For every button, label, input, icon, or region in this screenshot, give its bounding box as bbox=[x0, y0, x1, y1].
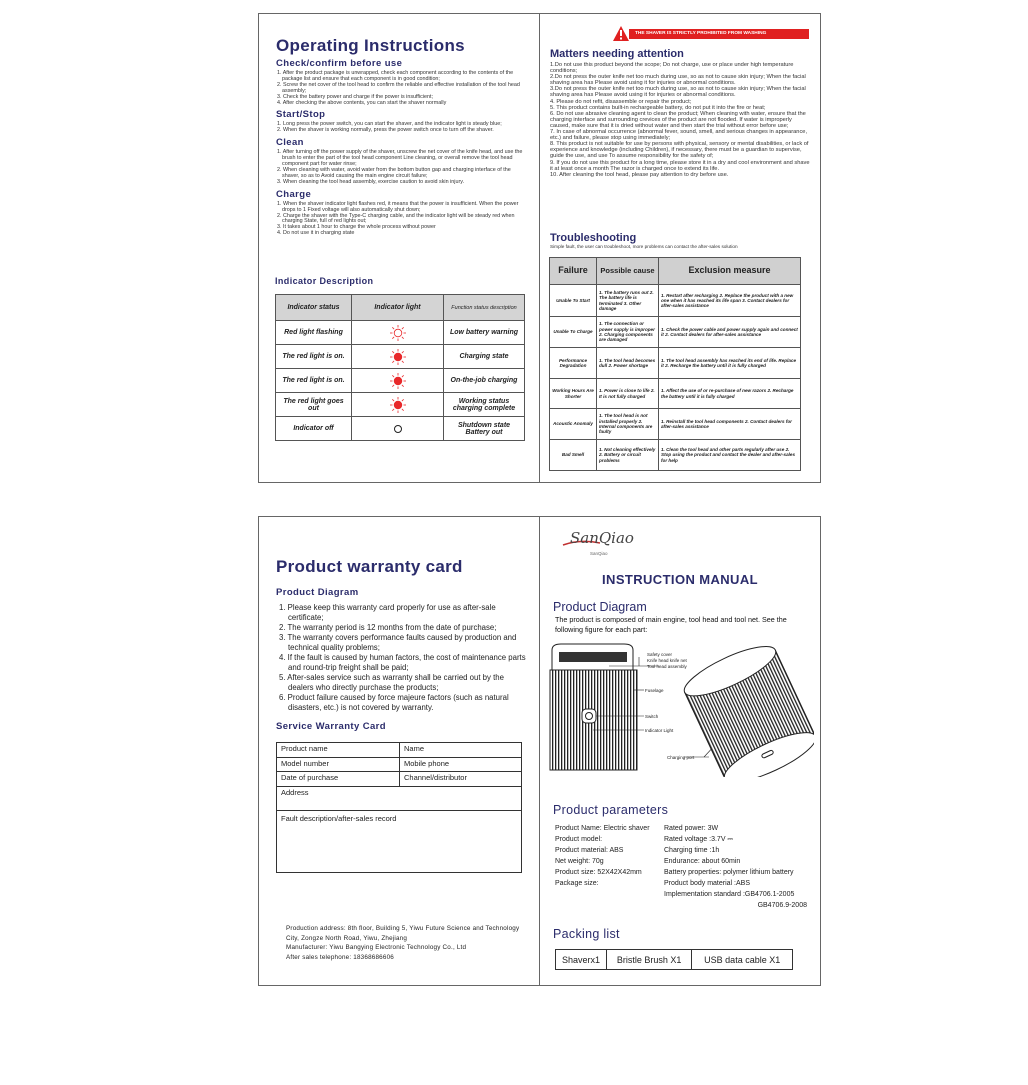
label-switch: Switch bbox=[645, 714, 659, 719]
warranty-term: 2. The warranty period is 12 months from the date of purchase; bbox=[279, 623, 497, 632]
table-row bbox=[550, 440, 801, 471]
field-channel[interactable]: Channel/distributor bbox=[400, 772, 522, 787]
diagram-heading: Product Diagram bbox=[553, 600, 647, 614]
packing-item: Bristle Brush X1 bbox=[606, 950, 692, 970]
cause-cell: 1. The tool head becomes dull 2. Power shortage bbox=[597, 348, 659, 379]
warranty-card-form bbox=[276, 742, 522, 873]
col-header: Indicator status bbox=[276, 295, 352, 321]
list-item: 2. Screw the net cover of the tool head to confirm the reliable and effective installation of the tool head assembly; bbox=[277, 81, 520, 94]
indicator-light-cell bbox=[352, 321, 444, 345]
param-item: Product body material :ABS bbox=[664, 880, 750, 887]
warranty-term: 6. Product failure caused by force majeure factors (such as natural disasters, etc.) is not covered by warranty. bbox=[279, 693, 509, 712]
param-item: Rated voltage :3.7V ⎓ bbox=[664, 836, 734, 843]
label-indicator: Indicator Light bbox=[645, 728, 674, 733]
page-title: Product warranty card bbox=[276, 557, 463, 576]
field-mobile[interactable]: Mobile phone bbox=[400, 757, 522, 772]
table-row bbox=[276, 369, 525, 393]
footer-line: After sales telephone: 18368686606 bbox=[286, 953, 394, 961]
list-item: 4. Do not use it in charging state bbox=[277, 230, 355, 237]
warranty-term: 3. The warranty covers performance faults caused by production and technical quality problems; bbox=[279, 633, 517, 652]
failure-cell: Working Hours Are Shorter bbox=[550, 379, 597, 409]
indicator-light-cell bbox=[352, 393, 444, 417]
footer-line: Manufacturer: Yiwu Bangying Electronic Technology Co., Ltd bbox=[286, 944, 467, 951]
function-description: Working status charging complete bbox=[444, 393, 525, 417]
list-item: 2. Charge the shaver with the Type-C charging cable, and the indicator light will be steady red when charging State, full of red lights out; bbox=[277, 212, 515, 225]
list-item: 1. After the product package is unwrapped, check each component according to the contents of the package list and ensure that each component is in good condition; bbox=[277, 70, 514, 82]
manual-title: INSTRUCTION MANUAL bbox=[602, 572, 758, 587]
table-row bbox=[550, 348, 801, 379]
page-instruction-manual bbox=[539, 516, 821, 986]
page-attention bbox=[539, 13, 821, 483]
page-operating-instructions bbox=[258, 13, 540, 483]
table-row bbox=[550, 317, 801, 348]
troubleshooting-intro: Simple fault, the user can troubleshoot, more problems can contact the after-sales solution bbox=[550, 244, 738, 249]
field-product-name[interactable]: Product name bbox=[277, 743, 400, 758]
params-right bbox=[664, 823, 814, 900]
field-name[interactable]: Name bbox=[400, 743, 522, 758]
col-header: Exclusion measure bbox=[659, 258, 801, 285]
function-description: Charging state bbox=[444, 345, 525, 369]
list-item: 4. After checking the above contents, you can start the shaver normally bbox=[277, 99, 447, 106]
indicator-status: The red light is on. bbox=[276, 369, 352, 393]
section-heading: Start/Stop bbox=[276, 109, 326, 121]
params-heading: Product parameters bbox=[553, 803, 669, 817]
sun-filled-icon bbox=[389, 348, 407, 366]
packing-table bbox=[555, 949, 793, 970]
list-item: 3. Check the battery power and charge if the power is insufficient; bbox=[277, 93, 434, 100]
param-item: Product size: 52X42X42mm bbox=[555, 869, 642, 876]
attention-list bbox=[550, 62, 812, 178]
table-row bbox=[276, 417, 525, 441]
section-heading: Product Diagram bbox=[276, 587, 359, 598]
attention-item: 6. Do not use abrasive cleaning agent to clean the product; When cleaning with water, ensure that the charging interface and surrounding crevices of the product are not flooded. If water is improperly caused, make sure that it is dried without water and then start the trial without error before use; bbox=[550, 110, 806, 129]
failure-cell: Bad Smell bbox=[550, 440, 597, 471]
cause-cell: 1. The connection or power supply is improper 2. Charging components are damaged bbox=[597, 317, 659, 348]
attention-item: 8. This product is not suitable for use by persons with physical, sensory or mental disabilities, or lack of experience and knowledge (including Children), if necessary, there must be a guardian to supervise, guide the use, and use To assume responsibility for the safety of; bbox=[550, 141, 809, 160]
param-item: Charging time :1h bbox=[664, 847, 720, 854]
failure-cell: Unable To Charge bbox=[550, 317, 597, 348]
attention-item: 10. After cleaning the tool head, please pay attention to dry before use. bbox=[550, 171, 729, 178]
packing-item: Shaverx1 bbox=[556, 950, 607, 970]
attention-item: 3.Do not press the outer knife net too much during use, so as not to cause skin injury; When the facial shaving area has Please avoid using it for injuries or abnormal conditions. bbox=[550, 86, 806, 99]
page-title: Operating Instructions bbox=[276, 36, 465, 55]
list-item: 2. When cleaning with water, avoid water from the bottom button gap and charging interface of the shaver, so as to Avoid causing the main engine circuit failure; bbox=[277, 166, 511, 179]
indicator-status: Indicator off bbox=[276, 417, 352, 441]
list-item: 2. When the shaver is working normally, press the power switch once to turn off the shaver. bbox=[277, 127, 494, 134]
attention-item: 7. In case of abnormal occurrence (abnormal fever, sound, smell, and serious changes in appearance, etc.) and failure, please stop using immediately; bbox=[550, 129, 808, 142]
attention-item: 5. This product contains built-in rechargeable battery, do not put it into the fire or heat; bbox=[550, 104, 766, 111]
measure-cell: 1. Check the power cable and power supply again and connect it 2. Contact dealers for after-sales assistance bbox=[659, 317, 801, 348]
section-list bbox=[276, 71, 528, 106]
list-item: 1. When the shaver indicator light flashes red, it means that the power is insufficient. When the power drops to 1 Fixed voltage will also automatically shut down; bbox=[277, 200, 519, 213]
measure-cell: 1. The tool head assembly has reached its end of life. Replace it 2. Recharge the battery until it is fully charged bbox=[659, 348, 801, 379]
field-fault[interactable]: Fault description/after-sales record bbox=[277, 810, 522, 872]
table-row bbox=[550, 285, 801, 317]
field-address[interactable]: Address bbox=[277, 786, 522, 810]
attention-item: 9. If you do not use this product for a long time, please store it in a dry and cool environment and shave it at least once a month The razor is charged once to extend its life. bbox=[550, 159, 810, 172]
attention-item: 4. Please do not refit, disassemble or repair the product; bbox=[550, 98, 692, 105]
function-description: Low battery warning bbox=[444, 321, 525, 345]
measure-cell: 1. Reinstall the tool head components 2. Contact dealers for after-sales assistance bbox=[659, 409, 801, 440]
col-header: Function status description bbox=[444, 295, 525, 321]
indicator-table bbox=[275, 294, 525, 441]
list-item: 1. After turning off the power supply of the shaver, unscrew the net cover of the knife head, and use the brush to enter the part of the tool head component Line cleaning, or overall remove the tool head component part for water rinse; bbox=[277, 149, 523, 168]
param-item: Product Name: Electric shaver bbox=[555, 825, 650, 832]
section-heading: Clean bbox=[276, 137, 304, 149]
attention-heading: Matters needing attention bbox=[550, 48, 684, 60]
logo-text: SanQiao bbox=[570, 529, 634, 547]
table-row bbox=[276, 393, 525, 417]
failure-cell: Acoustic Anomaly bbox=[550, 409, 597, 440]
param-item: Product model: bbox=[555, 836, 603, 843]
params-left bbox=[555, 823, 665, 889]
section-heading: Check/confirm before use bbox=[276, 58, 403, 69]
section-list bbox=[276, 122, 528, 134]
diagram-description: The product is composed of main engine, tool head and tool net. See the following figure for each part: bbox=[555, 615, 787, 634]
indicator-light-cell bbox=[352, 417, 444, 441]
cause-cell: 1. The tool head is not installed properly 2. Internal components are faulty bbox=[597, 409, 659, 440]
param-item: Battery properties: polymer lithium battery bbox=[664, 869, 794, 876]
manufacturer-info bbox=[286, 924, 531, 962]
table-row bbox=[276, 345, 525, 369]
label-knife-net: Knife head knife net bbox=[647, 658, 687, 663]
cause-cell: 1. The battery runs out 2. The battery life is terminated 3. Other damage bbox=[597, 285, 659, 317]
table-row bbox=[550, 379, 801, 409]
section-list bbox=[276, 150, 528, 185]
circle-icon bbox=[389, 420, 407, 438]
page-warranty-card bbox=[258, 516, 540, 986]
warranty-term: 1. Please keep this warranty card properly for use as after-sale certificate; bbox=[279, 603, 496, 622]
indicator-status: The red light is on. bbox=[276, 345, 352, 369]
failure-cell: Performance Degradation bbox=[550, 348, 597, 379]
warning-banner: THE SHAVER IS STRICTLY PROHIBITED FROM WASHING bbox=[629, 29, 809, 39]
list-item: 3. It takes about 1 hour to charge the whole process without power bbox=[277, 224, 436, 231]
param-item: Product material: ABS bbox=[555, 847, 624, 854]
attention-item: 1.Do not use this product beyond the scope; Do not charge, use or place under high temperature conditions; bbox=[550, 62, 794, 75]
label-safety-cover: Safety cover bbox=[647, 652, 673, 657]
param-item: Rated power: 3W bbox=[664, 825, 719, 832]
sun-filled-icon bbox=[389, 396, 407, 414]
table-row bbox=[550, 409, 801, 440]
troubleshooting-heading: Troubleshooting bbox=[550, 232, 637, 244]
logo-subtext: SanQiao bbox=[590, 551, 608, 556]
measure-cell: 1. Affect the use of or re-purchase of new razors 2. Recharge the battery until it is fully charged bbox=[659, 379, 801, 409]
product-diagram bbox=[549, 642, 814, 777]
sun-filled-icon bbox=[389, 372, 407, 390]
operating-sections bbox=[276, 58, 528, 237]
cause-cell: 1. Not cleaning effectively 2. Battery or circuit problems bbox=[597, 440, 659, 471]
list-item: 1. Long press the power switch, you can start the shaver, and the indicator light is steady blue; bbox=[277, 121, 502, 128]
warranty-term: 5. After-sales service such as warranty shall be carried out by the dealers who directly purchase the products; bbox=[279, 673, 504, 692]
indicator-light-cell bbox=[352, 369, 444, 393]
packing-heading: Packing list bbox=[553, 927, 620, 941]
section-heading: Service Warranty Card bbox=[276, 721, 386, 732]
measure-cell: 1. Clean the tool head and other parts regularly after use 2. Stop using the product and contact the dealer and after-sales for help bbox=[659, 440, 801, 471]
brand-logo bbox=[560, 529, 640, 561]
col-header: Possible cause bbox=[597, 258, 659, 285]
section-heading: Charge bbox=[276, 188, 312, 200]
param-item: Net weight: 70g bbox=[555, 858, 604, 865]
warranty-term: 4. If the fault is caused by human factors, the cost of maintenance parts and round-trip freight shall be paid; bbox=[279, 653, 526, 672]
footer-line: Production address: 8th floor, Building 5, Yiwu Future Science and Technology City, Zongze North Road, Yiwu, Zhejiang bbox=[286, 925, 520, 942]
measure-cell: 1. Restart after recharging 2. Replace the product with a new one when it has reached its life span 3. Contact dealers for after-sales assistance bbox=[659, 285, 801, 317]
cause-cell: 1. Power is close to life 2. It is not fully charged bbox=[597, 379, 659, 409]
table-row bbox=[276, 321, 525, 345]
param-item: Package size: bbox=[555, 880, 599, 887]
list-item: 3. When cleaning the tool head assembly, exercise caution to avoid skin injury. bbox=[277, 178, 465, 185]
failure-cell: Unable To Start bbox=[550, 285, 597, 317]
param-item: Implementation standard :GB4706.1-2005 bbox=[664, 891, 795, 898]
label-fuselage: Fuselage bbox=[645, 688, 664, 693]
troubleshooting-table bbox=[549, 257, 801, 471]
function-description: Shutdown state Battery out bbox=[444, 417, 525, 441]
sun-outline-icon bbox=[389, 324, 407, 342]
field-date[interactable]: Date of purchase bbox=[277, 772, 400, 787]
function-description: On-the-job charging bbox=[444, 369, 525, 393]
indicator-status: The red light goes out bbox=[276, 393, 352, 417]
section-list bbox=[276, 202, 528, 237]
field-model[interactable]: Model number bbox=[277, 757, 400, 772]
indicator-heading: Indicator Description bbox=[275, 276, 374, 286]
label-tool-head: Tool head assembly bbox=[647, 664, 687, 669]
warranty-terms bbox=[279, 603, 529, 713]
param-standard-2: GB4706.9-2008 bbox=[757, 902, 807, 909]
param-item: Endurance: about 60min bbox=[664, 858, 741, 865]
col-header: Failure bbox=[550, 258, 597, 285]
label-charging-port: Charging port bbox=[667, 755, 695, 760]
packing-item: USB data cable X1 bbox=[692, 950, 793, 970]
warning-icon bbox=[613, 26, 629, 41]
indicator-status: Red light flashing bbox=[276, 321, 352, 345]
indicator-light-cell bbox=[352, 345, 444, 369]
attention-item: 2.Do not press the outer knife net too much during use, so as not to cause skin injury; When the facial shaving area has Please avoid using it for injuries or abnormal conditions. bbox=[550, 74, 806, 87]
col-header: Indicator light bbox=[352, 295, 444, 321]
